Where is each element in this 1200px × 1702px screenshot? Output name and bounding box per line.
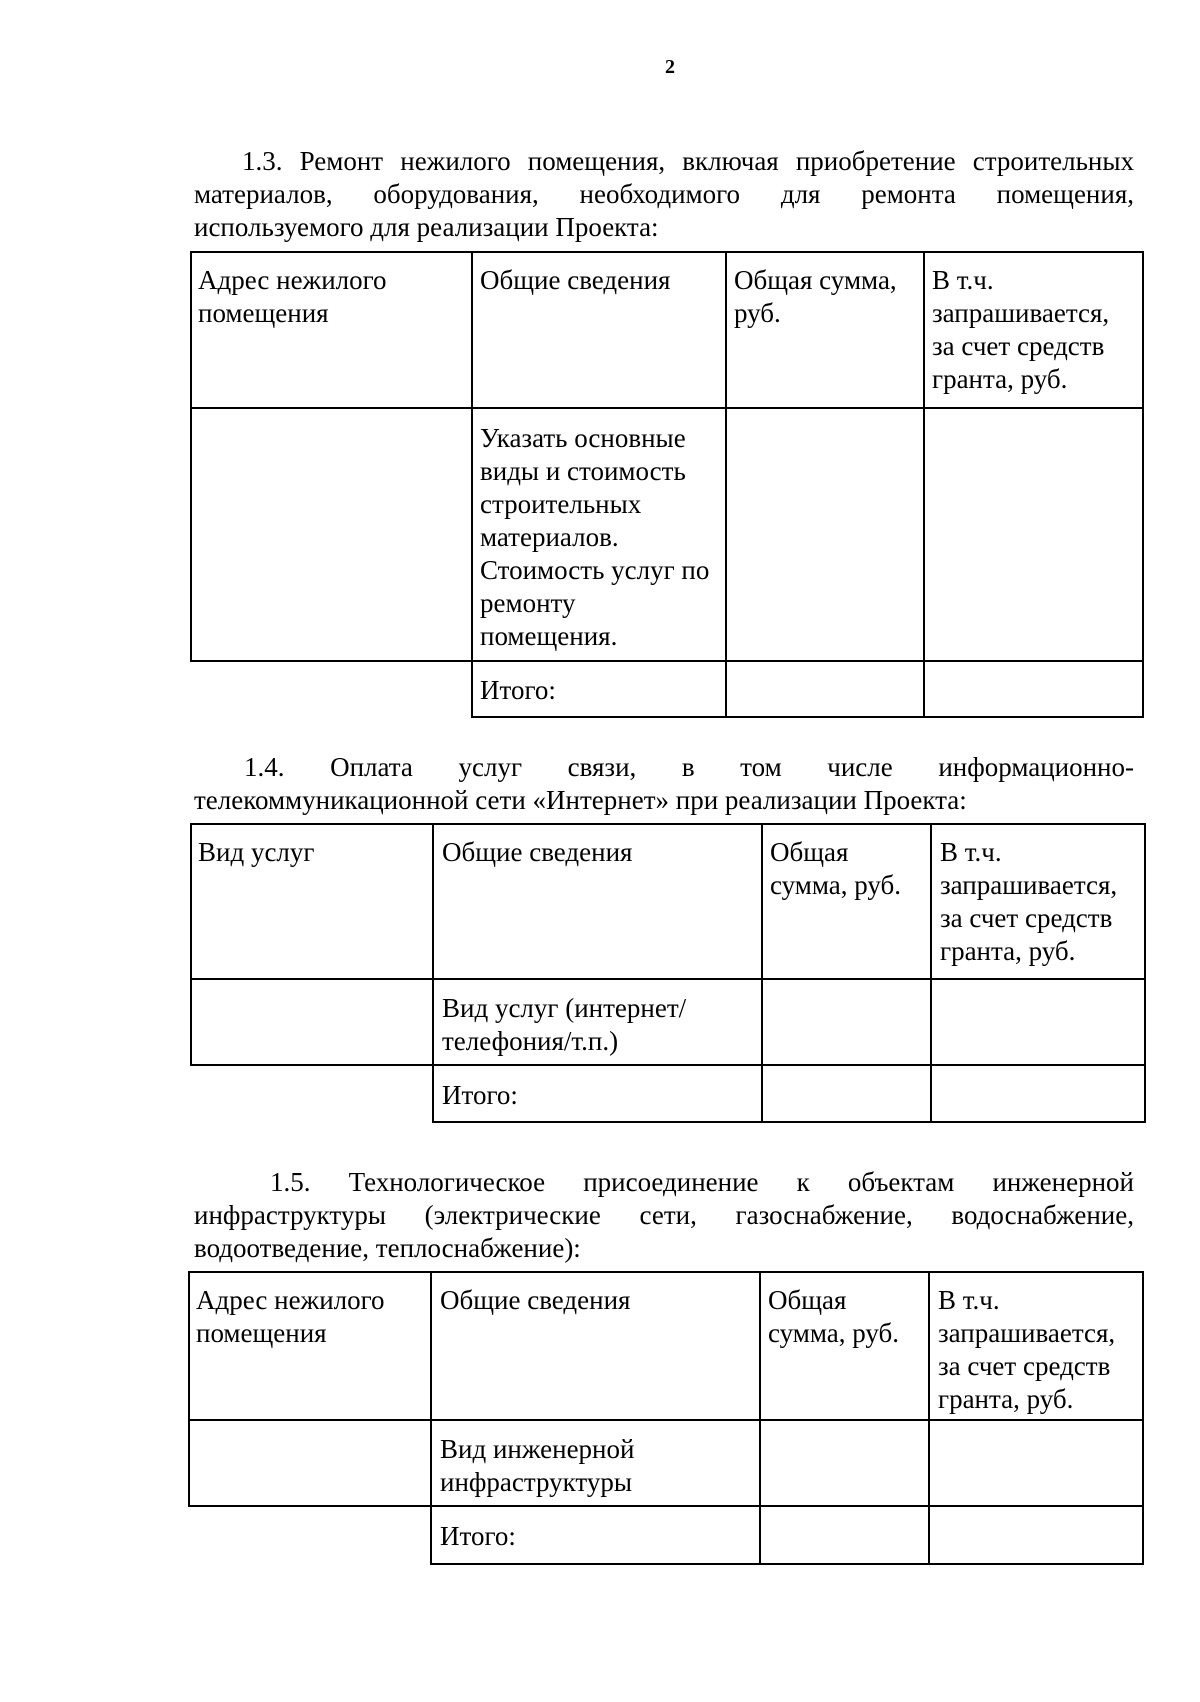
table-1-3-border [190,251,192,662]
table-1-5-total-label: Итого: [440,1521,516,1551]
table-1-3-border [923,251,925,718]
section-1-3-line-3: используемого для реализации Проекта: [194,212,659,242]
table-1-3-header-total-sum: Общая сумма, руб. [734,265,897,328]
table-1-5-border [928,1271,930,1565]
section-1-5-line-1: 1.5. Технологическое присоединение к объектам инженерной [270,1167,1134,1197]
table-1-5-border [188,1271,190,1507]
table-1-3-header-general: Общие сведения [480,265,671,295]
table-1-4-border [190,1064,1146,1066]
table-1-4-border [761,823,763,1123]
section-1-5-line-2: инфраструктуры (электрические сети, газоснабжение, водоснабжение, [194,1200,1134,1230]
section-1-5-heading [194,1166,1134,1265]
section-1-4-heading [194,751,1134,817]
table-1-4-border [190,978,1146,980]
section-1-5-line-3: водоотведение, теплоснабжение): [194,1233,581,1263]
table-1-4-border [1144,823,1146,1123]
table-1-5-border [430,1271,432,1565]
table-1-3-row-description: Указать основные виды и стоимость строительных материалов. Стоимость услуг по ремонту помещения. [480,423,710,651]
section-1-3-line-2: материалов, оборудования, необходимого для ремонта помещения, [194,179,1134,209]
table-1-5-header-general: Общие сведения [440,1285,631,1315]
table-1-3-border [190,251,1144,253]
table-1-4-total-label: Итого: [442,1080,518,1110]
table-1-4-border [190,823,1146,825]
page-number: 2 [665,56,675,78]
table-1-4-row-description: Вид услуг (интернет/телефония/т.п.) [442,993,687,1056]
table-1-5-header-total-sum: Общая сумма, руб. [768,1285,900,1348]
table-1-3-total-label: Итого: [480,675,556,705]
table-1-3-border [472,716,1144,718]
table-1-5-border [431,1563,1144,1565]
table-1-4-border [190,823,192,1066]
section-1-4-line-2: телекоммуникационной сети «Интернет» при реализации Проекта: [194,785,967,815]
section-1-3-heading [194,145,1134,244]
table-1-4-header-total-sum: Общая сумма, руб. [770,837,902,900]
table-1-5-header-address: Адрес нежилого помещения [196,1285,385,1348]
table-1-4-header-service-type: Вид услуг [198,837,315,867]
table-1-5-header-grant: В т.ч. запрашивается, за счет средств гранта, руб. [938,1285,1116,1414]
table-1-3-border [190,407,1144,409]
table-1-4-border [432,823,434,1123]
table-1-5-border [1142,1271,1144,1565]
table-1-3-border [471,251,473,718]
table-1-4-header-grant: В т.ч. запрашивается, за счет средств гранта, руб. [940,837,1118,966]
table-1-5-border [188,1419,1144,1421]
table-1-3-header-grant: В т.ч. запрашивается, за счет средств гранта, руб. [932,265,1110,394]
table-1-5-border [759,1271,761,1565]
table-1-3-border [190,660,1144,662]
table-1-5-border [188,1505,1144,1507]
section-1-3-line-1: 1.3. Ремонт нежилого помещения, включая приобретение строительных [242,146,1134,176]
table-1-3-border [725,251,727,718]
table-1-4-header-general: Общие сведения [442,837,633,867]
table-1-4-border [930,823,932,1123]
table-1-4-border [433,1121,1146,1123]
section-1-4-line-1: 1.4. Оплата услуг связи, в том числе информационно- [244,752,1134,782]
table-1-5-border [188,1271,1144,1273]
table-1-3-header-address: Адрес нежилого помещения [198,265,387,328]
table-1-3-border [1142,251,1144,718]
table-1-5-row-description: Вид инженерной инфраструктуры [440,1434,635,1497]
